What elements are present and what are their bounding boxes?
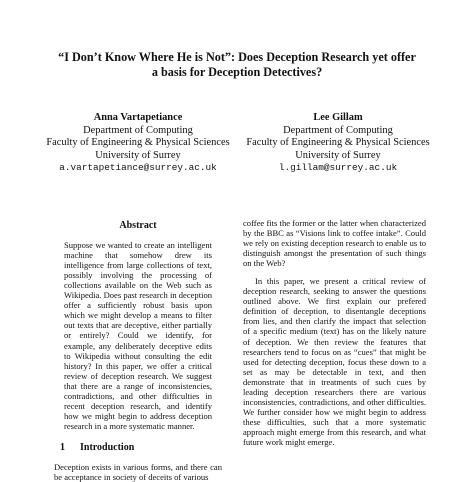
title-line-1: “I Don’t Know Where He is Not”: Does Deception Research yet offer [58,50,416,64]
author-1 [28,112,248,175]
section-title: Introduction [80,441,135,453]
right-column [243,218,426,447]
author-university: University of Surrey [295,149,381,161]
introduction-text: Deception exists in various forms, and there can be acceptance in society of deceits of various [54,461,222,482]
right-paragraph-2: In this paper, we present a critical review of deception research, seeking to answer the questions outlined above. We first explain our prefered definition of deception, to disentangle deceptions from lies, and then clarify the impact that selection of a specific medium (text) has on the likely nature of deception. We then review the features that researchers tend to focus on as “cues” that might be used for detecting deception, focus these down to a set as may be detectable in text, and then demonstrate that in treatments of such cues by leading deception researchers there are various inconsistencies, contradictions, and other difficulties. We further consider how we might begin to address these difficulties, such that a more systematic approach might emerge from this research, and what future work might emerge. [243,276,426,447]
author-faculty: Faculty of Engineering & Physical Sciences [246,137,430,149]
abstract-text: Suppose we wanted to create an intelligent machine that somehow drew its intelligence from large collections of text, possibly involving the processing of collections available on the Web such as Wikipedia. Does past research in deception offer a sufficiently robust basis upon which we might develop a means to filter out texts that are deceptive, either partially or entirely? Could we identify, for example, any deliberately deceptive edits to Wikipedia without consulting the edit history? In this paper, we offer a critical review of deception research. We suggest that there are a range of inconsistencies, contradictions, and other difficulties in recent deception research, and identify how we might begin to address deception research in a more systematic manner. [64,240,212,431]
paper-title [40,50,434,80]
author-name: Lee Gillam [313,112,363,123]
author-email[interactable]: l.gillam@surrey.ac.uk [278,162,398,174]
author-faculty: Faculty of Engineering & Physical Sciences [46,137,230,149]
abstract-body [54,240,222,431]
author-name: Anna Vartapetiance [93,112,183,123]
author-email[interactable]: a.vartapetiance@surrey.ac.uk [59,162,217,174]
right-paragraph-1: coffee fits the former or the latter when characterized by the BBC as “Visions link to coffee intake”. Could we rely on existing deception research to enable us to distinguish amongst the presentation of such things on the Web? [243,218,426,269]
section-heading-introduction [60,443,222,453]
author-university: University of Surrey [95,149,181,161]
left-column [54,221,222,482]
author-department: Department of Computing [283,124,393,136]
title-line-2: a basis for Deception Detectives? [151,65,323,79]
abstract-heading: Abstract [119,220,157,231]
author-department: Department of Computing [83,124,193,136]
author-2 [228,112,448,175]
section-number: 1 [60,441,65,453]
